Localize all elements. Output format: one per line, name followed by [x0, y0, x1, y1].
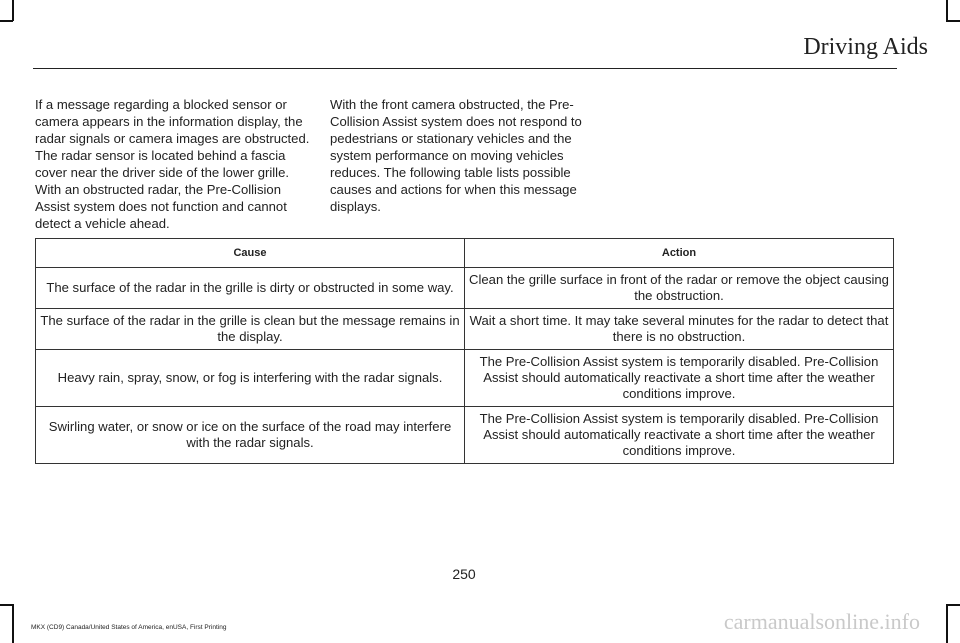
page-number: 250 — [452, 566, 476, 582]
crop-mark-bottom-right-horizontal — [946, 604, 960, 606]
watermark: carmanualsonline.info — [723, 609, 920, 634]
table-header-row — [36, 239, 894, 268]
table-row — [36, 407, 894, 464]
crop-mark-bottom-left-vertical — [12, 604, 14, 643]
crop-mark-bottom-left-horizontal — [0, 604, 13, 606]
action-cell: Wait a short time. It may take several minutes for the radar to detect that there is no obstruction. — [465, 309, 894, 350]
page-title: Driving Aids — [803, 34, 928, 60]
table-row — [36, 268, 894, 309]
action-cell: The Pre-Collision Assist system is temporarily disabled. Pre-Collision Assist should automatically reactivate a short time after the weather conditions improve. — [465, 407, 894, 464]
table-row — [36, 350, 894, 407]
cause-cell: Heavy rain, spray, snow, or fog is interfering with the radar signals. — [36, 350, 465, 407]
crop-mark-top-left-vertical — [12, 0, 14, 21]
intro-paragraph-left: If a message regarding a blocked sensor or camera appears in the information display, the radar signals or camera images are obstructed. The radar sensor is located behind a fascia cover near the driver side of the lower grille. With an obstructed radar, the Pre-Collision Assist system does not function and cannot detect a vehicle ahead. — [35, 97, 310, 231]
action-cell: Clean the grille surface in front of the radar or remove the object causing the obstruction. — [465, 268, 894, 309]
column-header-cause: Cause — [36, 239, 465, 268]
column-header-action: Action — [465, 239, 894, 268]
table-row — [36, 309, 894, 350]
cause-cell: Swirling water, or snow or ice on the surface of the road may interfere with the radar signals. — [36, 407, 465, 464]
crop-mark-top-right-vertical — [946, 0, 948, 21]
header-divider — [33, 68, 897, 69]
intro-paragraph-right: With the front camera obstructed, the Pre-Collision Assist system does not respond to pedestrians or stationary vehicles and the system performance on moving vehicles reduces. The following table lists possible causes and actions for when this message displays. — [330, 97, 582, 214]
crop-mark-top-right-horizontal — [946, 20, 960, 22]
cause-cell: The surface of the radar in the grille is clean but the message remains in the display. — [36, 309, 465, 350]
crop-mark-bottom-right-vertical — [946, 604, 948, 643]
action-cell: The Pre-Collision Assist system is temporarily disabled. Pre-Collision Assist should automatically reactivate a short time after the weather conditions improve. — [465, 350, 894, 407]
crop-mark-top-left-horizontal — [0, 20, 13, 22]
print-info: MKX (CD9) Canada/United States of America, enUSA, First Printing — [31, 624, 227, 631]
cause-cell: The surface of the radar in the grille is dirty or obstructed in some way. — [36, 268, 465, 309]
cause-action-table — [35, 238, 894, 464]
